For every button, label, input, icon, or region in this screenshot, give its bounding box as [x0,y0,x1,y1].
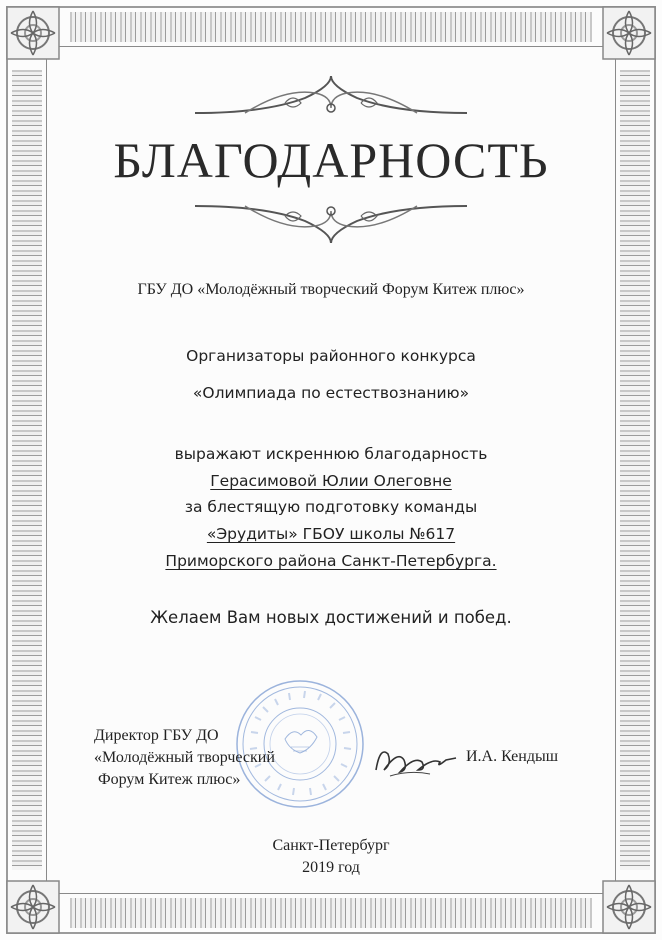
preparation-line: за блестящую подготовку команды [184,498,478,516]
recipient-name-text: Герасимовой Юлии Олеговне [210,472,452,490]
district-name [0,552,662,570]
team-name-text: «Эрудиты» ГБОУ школы №617 [206,525,456,543]
recipient-name [0,472,662,490]
gratitude-line: выражают искреннюю благодарность [174,445,488,463]
bottom-border-band [70,898,592,928]
corner-ornament-icon [602,880,656,934]
signer-name: И.А. Кендыш [466,748,559,765]
position-line-2: «Молодёжный творческий [94,749,275,766]
year: 2019 год [302,859,360,876]
certificate-title: БЛАГОДАРНОСТЬ [113,132,549,188]
position-line-1: Директор ГБУ ДО [94,727,219,744]
organizers-line: Организаторы районного конкурса [186,347,476,365]
district-name-text: Приморского района Санкт-Петербурга. [165,552,497,570]
top-border-band [70,12,592,42]
flourish-icon [185,196,477,251]
team-name [0,525,662,543]
right-border-band [620,70,650,870]
city: Санкт-Петербург [272,837,390,854]
wish-line: Желаем Вам новых достижений и побед. [150,608,512,627]
left-border-band [12,70,42,870]
flourish-icon [185,68,477,123]
signature [370,740,460,780]
corner-ornament-icon [602,6,656,60]
position-line-3: Форум Китеж плюс» [98,771,241,788]
contest-name: «Олимпиада по естествознанию» [192,384,470,402]
organization-name: ГБУ ДО «Молодёжный творческий Форум Китеж плюс» [137,281,525,298]
corner-ornament-icon [6,880,60,934]
signatory-position [94,725,275,791]
corner-ornament-icon [6,6,60,60]
